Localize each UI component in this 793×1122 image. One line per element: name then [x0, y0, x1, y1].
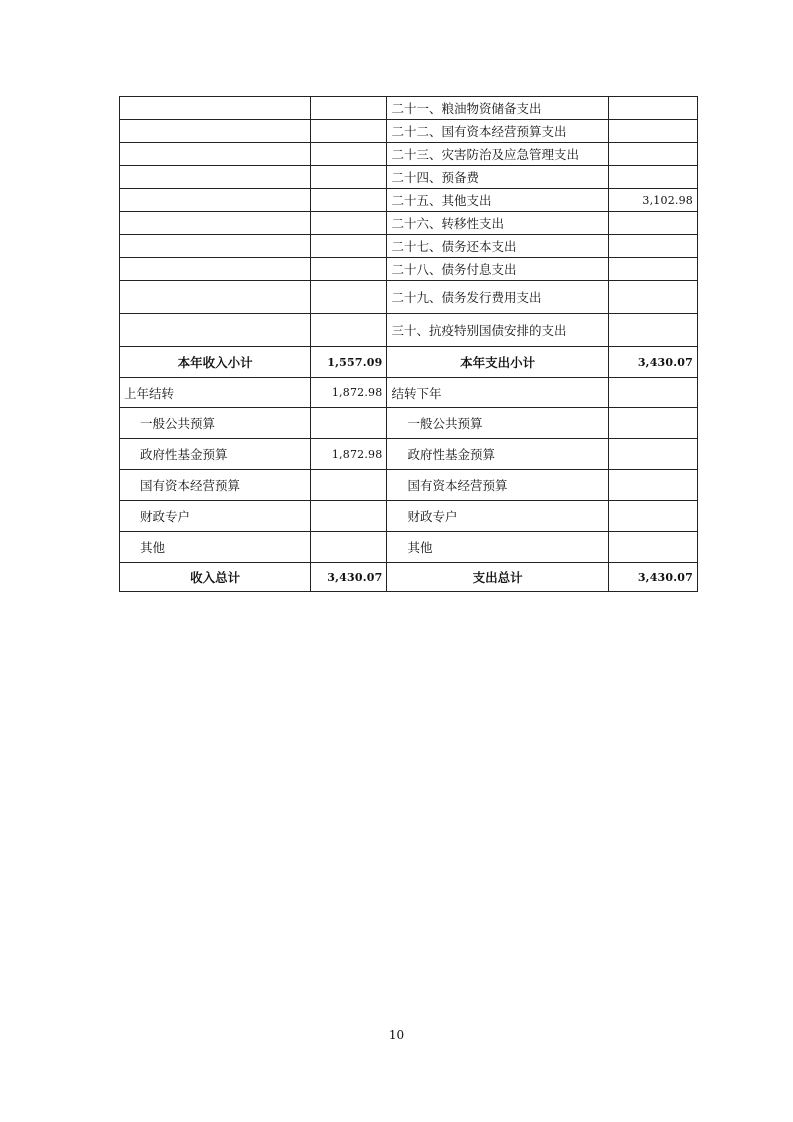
income-amount-cell	[311, 314, 387, 347]
income-item-cell	[120, 235, 311, 258]
table-row	[120, 166, 698, 189]
income-amount-cell	[311, 281, 387, 314]
expense-amount-cell	[608, 120, 697, 143]
table-row	[120, 212, 698, 235]
carry-over-row	[120, 532, 698, 563]
income-amount-cell	[311, 212, 387, 235]
expense-item-cell: 二十一、粮油物资储备支出	[387, 97, 608, 120]
carry-income-amount	[311, 501, 387, 532]
expense-amount-cell	[608, 97, 697, 120]
income-item-cell	[120, 189, 311, 212]
expense-amount-cell	[608, 212, 697, 235]
carry-over-row	[120, 439, 698, 470]
expense-item-cell: 二十六、转移性支出	[387, 212, 608, 235]
income-amount-cell	[311, 120, 387, 143]
carry-income-item: 一般公共预算	[120, 408, 311, 439]
carry-expense-amount	[608, 532, 697, 563]
carry-over-row	[120, 501, 698, 532]
expense-amount-cell	[608, 143, 697, 166]
carry-income-item: 国有资本经营预算	[120, 470, 311, 501]
income-item-cell	[120, 212, 311, 235]
expense-amount-cell	[608, 314, 697, 347]
income-amount-cell	[311, 189, 387, 212]
expense-subtotal-label: 本年支出小计	[387, 347, 608, 378]
table-row	[120, 120, 698, 143]
carry-expense-item: 一般公共预算	[387, 408, 608, 439]
income-total-label: 收入总计	[120, 563, 311, 592]
income-amount-cell	[311, 166, 387, 189]
income-item-cell	[120, 314, 311, 347]
income-amount-cell	[311, 143, 387, 166]
income-item-cell	[120, 281, 311, 314]
table-row	[120, 143, 698, 166]
expense-item-cell: 二十八、债务付息支出	[387, 258, 608, 281]
total-row	[120, 563, 698, 592]
expense-total-label: 支出总计	[387, 563, 608, 592]
carry-income-item: 政府性基金预算	[120, 439, 311, 470]
carry-income-amount	[311, 532, 387, 563]
income-amount-cell	[311, 235, 387, 258]
expense-amount-cell	[608, 235, 697, 258]
expense-amount-cell	[608, 166, 697, 189]
budget-table	[119, 96, 698, 592]
expense-item-cell: 二十四、预备费	[387, 166, 608, 189]
carry-income-item: 财政专户	[120, 501, 311, 532]
table-row	[120, 97, 698, 120]
expense-item-cell: 三十、抗疫特别国债安排的支出	[387, 314, 608, 347]
carry-income-amount: 1,872.98	[311, 439, 387, 470]
income-subtotal-label: 本年收入小计	[120, 347, 311, 378]
page-number: 10	[388, 1028, 405, 1042]
table-row	[120, 314, 698, 347]
expense-item-cell: 二十五、其他支出	[387, 189, 608, 212]
income-item-cell	[120, 120, 311, 143]
income-total-value: 3,430.07	[311, 563, 387, 592]
expense-amount-cell: 3,102.98	[608, 189, 697, 212]
income-subtotal-value: 1,557.09	[311, 347, 387, 378]
carry-over-row	[120, 470, 698, 501]
carry-over-header-row	[120, 378, 698, 408]
table-row	[120, 258, 698, 281]
expense-item-cell: 二十七、债务还本支出	[387, 235, 608, 258]
table-row	[120, 189, 698, 212]
prior-year-carry-label: 上年结转	[120, 378, 311, 408]
carry-expense-item: 政府性基金预算	[387, 439, 608, 470]
subtotal-row	[120, 347, 698, 378]
carry-income-item: 其他	[120, 532, 311, 563]
carry-income-amount	[311, 408, 387, 439]
carry-expense-item: 其他	[387, 532, 608, 563]
income-amount-cell	[311, 258, 387, 281]
income-amount-cell	[311, 97, 387, 120]
carry-expense-amount	[608, 501, 697, 532]
table-row	[120, 235, 698, 258]
carry-expense-amount	[608, 439, 697, 470]
expense-total-value: 3,430.07	[608, 563, 697, 592]
income-item-cell	[120, 97, 311, 120]
carry-expense-item: 财政专户	[387, 501, 608, 532]
carry-over-row	[120, 408, 698, 439]
table-row	[120, 281, 698, 314]
expense-item-cell: 二十三、灾害防治及应急管理支出	[387, 143, 608, 166]
income-item-cell	[120, 166, 311, 189]
carry-expense-amount	[608, 408, 697, 439]
income-item-cell	[120, 258, 311, 281]
next-year-carry-label: 结转下年	[387, 378, 608, 408]
expense-amount-cell	[608, 258, 697, 281]
expense-item-cell: 二十二、国有资本经营预算支出	[387, 120, 608, 143]
expense-amount-cell	[608, 281, 697, 314]
carry-income-amount	[311, 470, 387, 501]
income-item-cell	[120, 143, 311, 166]
expense-item-cell: 二十九、债务发行费用支出	[387, 281, 608, 314]
carry-expense-amount	[608, 470, 697, 501]
carry-expense-item: 国有资本经营预算	[387, 470, 608, 501]
prior-year-carry-value: 1,872.98	[311, 378, 387, 408]
expense-subtotal-value: 3,430.07	[608, 347, 697, 378]
next-year-carry-value	[608, 378, 697, 408]
